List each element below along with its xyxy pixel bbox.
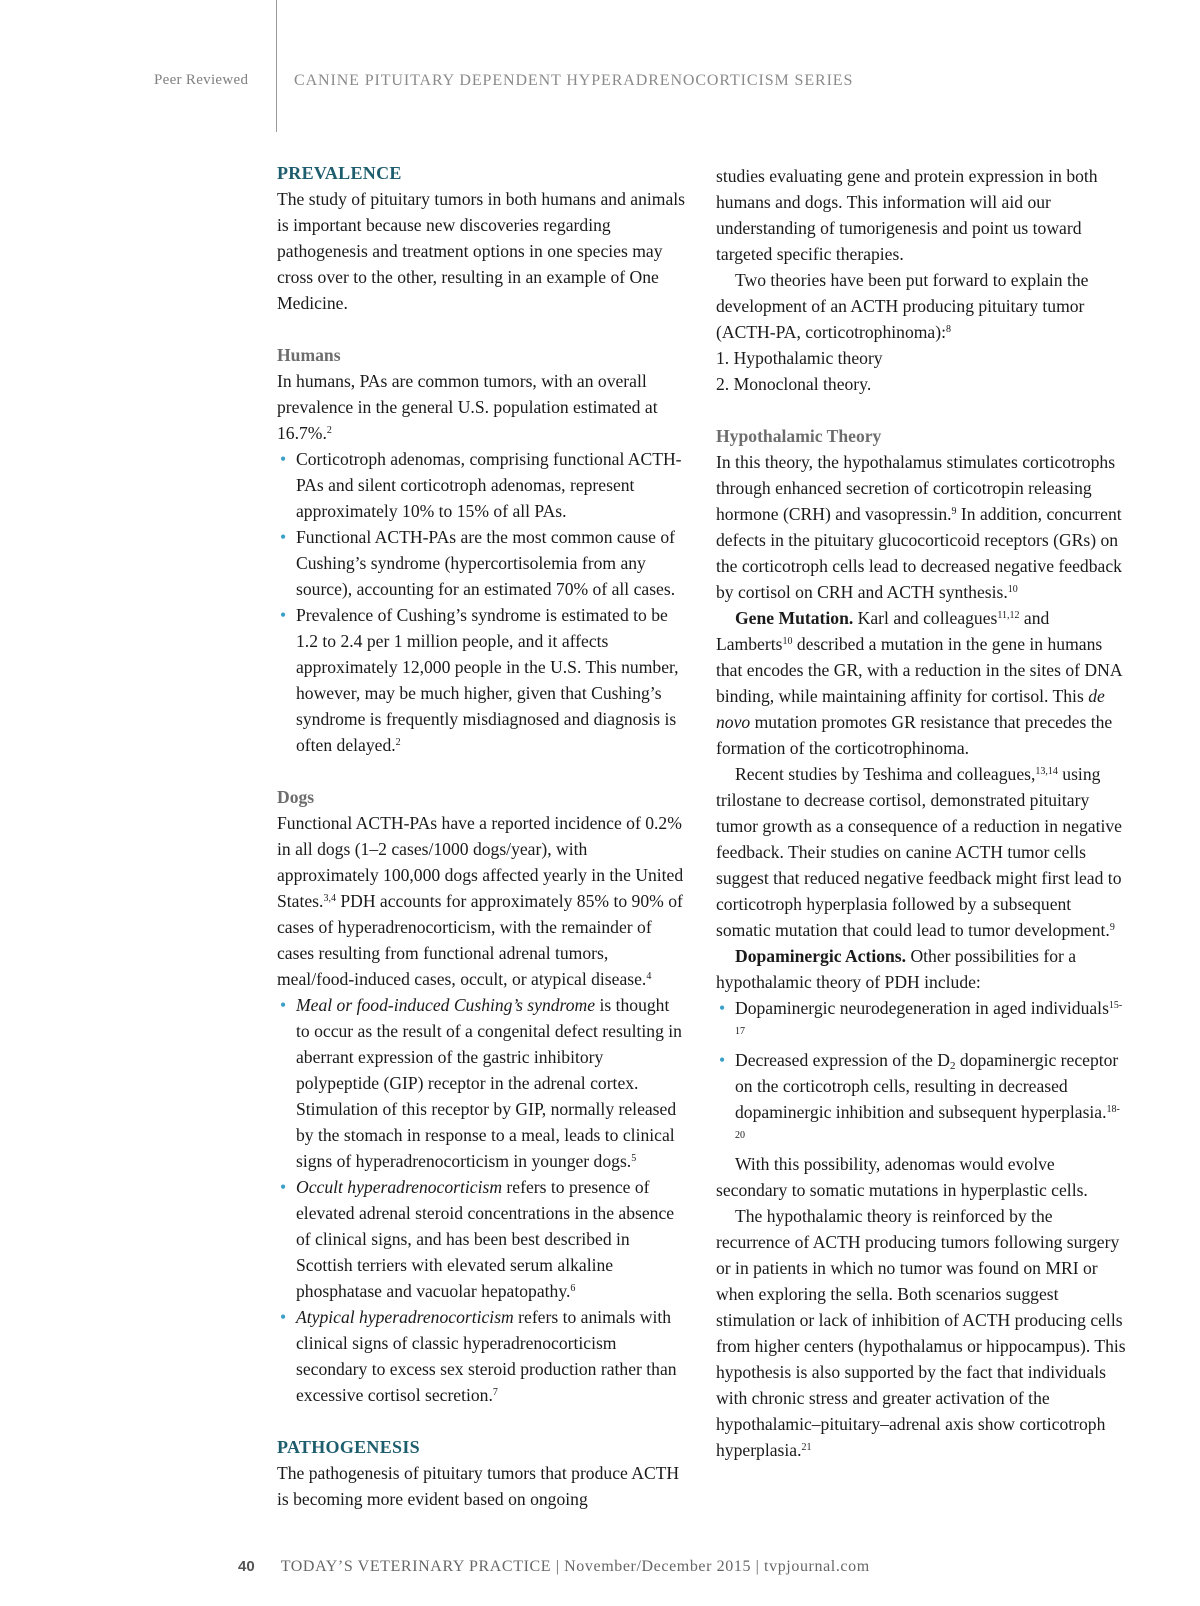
bullet-icon: •: [719, 1050, 726, 1070]
list-item: • Atypical hyperadrenocorticism refers to animals with clinical signs of classic hyperadrenocorticism secondary to excess sex steroid production rather than excessive cortisol secretion.$^7$: [277, 1304, 687, 1408]
run-in-heading: Gene Mutation.: [735, 608, 854, 628]
subheading-dogs: Dogs: [277, 787, 315, 807]
continued-paragraph: studies evaluating gene and protein expression in both humans and dogs. This information will aid our understanding of tumorigenesis and point us toward targeted specific therapies.: [716, 166, 1098, 264]
citation: 7: [492, 1387, 498, 1398]
citation: 21: [801, 1442, 812, 1453]
citation: 11,12: [997, 610, 1020, 621]
dogs-paragraph: Functional ACTH-PAs have a reported incidence of 0.2% in all dogs (1–2 cases/1000 dogs/year), with approximately 100,000 dogs affected yearly in the United States.$^{3,4}$ PDH accounts for approximately 85% to 90% of cases of hyperadrenocorticism, with the remainder of cases resulting from functional adrenal tumors, meal/food-induced cases, occult, or atypical disease.$^4$: [277, 813, 684, 989]
section-heading-prevalence: PREVALENCE: [277, 163, 402, 183]
citation: 10: [782, 636, 793, 647]
dogs-bullet-list: [277, 992, 687, 1408]
hypothalamic-paragraph: In this theory, the hypothalamus stimulates corticotrophs through enhanced secretion of corticotropin releasing hormone (CRH) and vasopressin.$^9$ In addition, concurrent defects in the pituitary glucocorticoid receptors (GRs) on the corticotroph cells lead to decreased negative feedback by cortisol on CRH and ACTH synthesis.$^{10}$: [716, 452, 1122, 602]
list-item: • Prevalence of Cushing’s syndrome is estimated to be 1.2 to 2.4 per 1 million people, and it affects approximately 12,000 people in the U.S. This number, however, may be much higher, given that Cushing’s syndrome is frequently misdiagnosed and diagnosis is often delayed.$^2$: [277, 602, 687, 758]
gene-mutation-paragraph: Gene Mutation. Karl and colleagues$^{11,12}$ and Lamberts$^{10}$ described a mutation in the gene in humans that encodes the GR, with a reduction in the sites of DNA binding, while maintaining affinity for cortisol. This de novo mutation promotes GR resistance that precedes the formation of the corticotrophinoma.: [716, 608, 1122, 758]
citation: 10: [1007, 584, 1018, 595]
citation: 3,4: [323, 893, 336, 904]
header-divider: [276, 0, 277, 132]
bullet-icon: •: [280, 1307, 287, 1327]
running-head-left: Peer Reviewed: [154, 72, 249, 88]
subheading-hypothalamic-theory: Hypothalamic Theory: [716, 426, 882, 446]
theories-paragraph: Two theories have been put forward to explain the development of an ACTH producing pituitary tumor (ACTH-PA, corticotrophinoma):$^8$: [716, 270, 1089, 342]
citation: 15-17: [735, 1000, 1123, 1037]
theory-list-item: 2. Monoclonal theory.: [716, 374, 872, 394]
page-number: 40: [238, 1558, 255, 1575]
section-heading-pathogenesis: PATHOGENESIS: [277, 1437, 420, 1457]
bullet-icon: •: [280, 449, 287, 469]
bullet-icon: •: [280, 1177, 287, 1197]
citation: 9: [1109, 922, 1115, 933]
citation: 2: [326, 425, 332, 436]
dopaminergic-paragraph: Dopaminergic Actions. Other possibilities for a hypothalamic theory of PDH include:: [716, 946, 1077, 992]
running-head-series: CANINE PITUITARY DEPENDENT HYPERADRENOCORTICISM SERIES: [294, 72, 854, 89]
reinforced-paragraph: The hypothalamic theory is reinforced by the recurrence of ACTH producing tumors following surgery or in patients in which no tumor was found on MRI or when exploring the sella. Both scenarios suggest stimulation or lack of inhibition of ACTH producing cells from higher centers (hypothalamus or hippocampus). This hypothesis is also supported by the fact that individuals with chronic stress and greater activation of the hypothalamic–pituitary–adrenal axis show corticotroph hyperplasia.$^{21}$: [716, 1206, 1126, 1460]
dopaminergic-bullet-list: [716, 995, 1126, 1151]
list-item: • Corticotroph adenomas, comprising functional ACTH-PAs and silent corticotroph adenomas, represent approximately 10% to 15% of all PAs.: [277, 446, 687, 524]
prevalence-paragraph: The study of pituitary tumors in both humans and animals is important because new discoveries regarding pathogenesis and treatment options in one species may cross over to the other, resulting in an example of One Medicine.: [277, 189, 686, 313]
recent-studies-paragraph: Recent studies by Teshima and colleagues,$^{13,14}$ using trilostane to decrease cortisol, demonstrated pituitary tumor growth as a consequence of a reduction in negative feedback. Their studies on canine ACTH tumor cells suggest that reduced negative feedback might first lead to corticotroph hyperplasia followed by a subsequent somatic mutation that could lead to tumor development.$^9$: [716, 764, 1122, 940]
citation: 6: [570, 1283, 576, 1294]
list-item: • Meal or food-induced Cushing’s syndrome is thought to occur as the result of a congenital defect resulting in aberrant expression of the gastric inhibitory polypeptide (GIP) receptor in the adrenal cortex. Stimulation of this receptor by GIP, normally released by the stomach in response to a meal, leads to clinical signs of hyperadrenocorticism in younger dogs.$^5$: [277, 992, 687, 1174]
bullet-icon: •: [280, 605, 287, 625]
citation: 9: [951, 506, 957, 517]
run-in-heading: Dopaminergic Actions.: [735, 946, 907, 966]
possibility-paragraph: With this possibility, adenomas would evolve secondary to somatic mutations in hyperplastic cells.: [716, 1154, 1088, 1200]
list-item: • Functional ACTH-PAs are the most common cause of Cushing’s syndrome (hypercortisolemia from any source), accounting for an estimated 70% of all cases.: [277, 524, 687, 602]
citation: 13,14: [1035, 766, 1058, 777]
left-column: [277, 160, 687, 1512]
bullet-icon: •: [280, 995, 287, 1015]
citation: 18-20: [735, 1104, 1120, 1141]
humans-bullet-list: [277, 446, 687, 758]
theory-list-item: 1. Hypothalamic theory: [716, 348, 883, 368]
right-column: [716, 163, 1126, 1463]
bullet-icon: •: [719, 998, 726, 1018]
pathogenesis-paragraph: The pathogenesis of pituitary tumors that produce ACTH is becoming more evident based on ongoing: [277, 1463, 680, 1509]
footer-journal: TODAY’S VETERINARY PRACTICE | November/December 2015 | tvpjournal.com: [280, 1558, 870, 1575]
citation: 4: [646, 971, 652, 982]
subheading-humans: Humans: [277, 345, 341, 365]
bullet-icon: •: [280, 527, 287, 547]
footer: [238, 1558, 870, 1576]
humans-paragraph: In humans, PAs are common tumors, with an overall prevalence in the general U.S. population estimated at 16.7%.$^2$: [277, 371, 658, 443]
citation: 8: [946, 324, 951, 335]
list-item: • Dopaminergic neurodegeneration in aged individuals$^{15-17}$: [716, 995, 1126, 1047]
list-item: • Decreased expression of the $D_2$ dopaminergic receptor on the corticotroph cells, resulting in decreased dopaminergic inhibition and subsequent hyperplasia.$^{18-20}$: [716, 1047, 1126, 1151]
citation: 5: [631, 1153, 637, 1164]
citation: 2: [395, 737, 401, 748]
list-item: • Occult hyperadrenocorticism refers to presence of elevated adrenal steroid concentrations in the absence of clinical signs, and has been best described in Scottish terriers with elevated serum alkaline phosphatase and vacuolar hepatopathy.$^6$: [277, 1174, 687, 1304]
